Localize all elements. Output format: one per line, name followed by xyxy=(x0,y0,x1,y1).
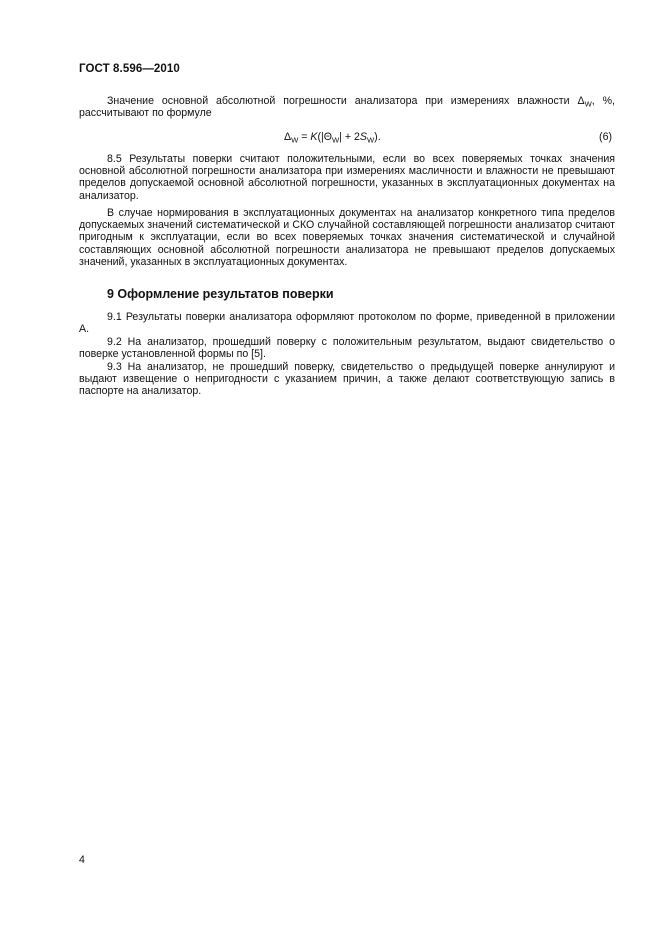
formula-mid: | + 2 xyxy=(339,131,360,143)
formula-eq: = xyxy=(298,131,311,143)
paragraph-9-2: 9.2 На анализатор, прошедший поверку с положительным результатом, выдают свидетельство о поверке установленной формы по [5]. xyxy=(79,336,615,361)
paragraph-8-5: 8.5 Результаты поверки считают положительными, если во всех поверяемых точках значения основной абсолютной погрешности анализатора при измерениях масличности и влажности не превышают пределов допускаемой основной абсолютной погрешности, указанных в эксплуатационных документах на анализатор. xyxy=(79,153,615,202)
document-header: ГОСТ 8.596—2010 xyxy=(79,63,180,75)
formula-k: K xyxy=(310,131,318,143)
paragraph-9-1: 9.1 Результаты поверки анализатора оформляют протоколом по форме, приведенной в приложении А. xyxy=(79,311,615,336)
intro-paragraph xyxy=(79,95,615,119)
formula-lhs-sub: W xyxy=(291,135,299,145)
formula-theta: Θ xyxy=(323,131,332,143)
paragraph-9-3: 9.3 На анализатор, не прошедший поверку, свидетельство о предыдущей поверке аннулируют и выдают извещение о непригодности с указанием причин, а также делают соответствующую запись в паспорте на анализатор. xyxy=(79,361,615,398)
formula-s-sub: W xyxy=(366,135,375,145)
formula-open: (| xyxy=(317,131,324,143)
section-9-heading: 9 Оформление результатов поверки xyxy=(107,287,334,301)
formula-lhs: Δ xyxy=(284,131,292,143)
page-number: 4 xyxy=(79,854,85,866)
delta-subscript: W xyxy=(584,99,592,109)
formula-number: (6) xyxy=(599,131,612,143)
formula-s: S xyxy=(359,131,367,143)
intro-tail: , %, рассчитывают по формуле xyxy=(79,95,615,120)
formula-6 xyxy=(79,131,615,144)
formula-expression xyxy=(284,131,381,144)
delta-symbol: Δ xyxy=(577,95,585,107)
intro-text: Значение основной абсолютной погрешности анализатора при измерениях влажности xyxy=(107,95,578,107)
paragraph-normalization: В случае нормирования в эксплуатационных документах на анализатор конкретного типа пределов допускаемых значений систематической и СКО случайной составляющей погрешности анализатор считают пригодным к эксплуатации, если во всех поверяемых точках значения систематической и случайной составляющих основной абсолютной погрешности анализатора не превышают пределов допускаемых значений, указанных в эксплуатационных документах. xyxy=(79,207,615,268)
formula-theta-sub: W xyxy=(331,135,340,145)
formula-close: ). xyxy=(374,131,381,143)
